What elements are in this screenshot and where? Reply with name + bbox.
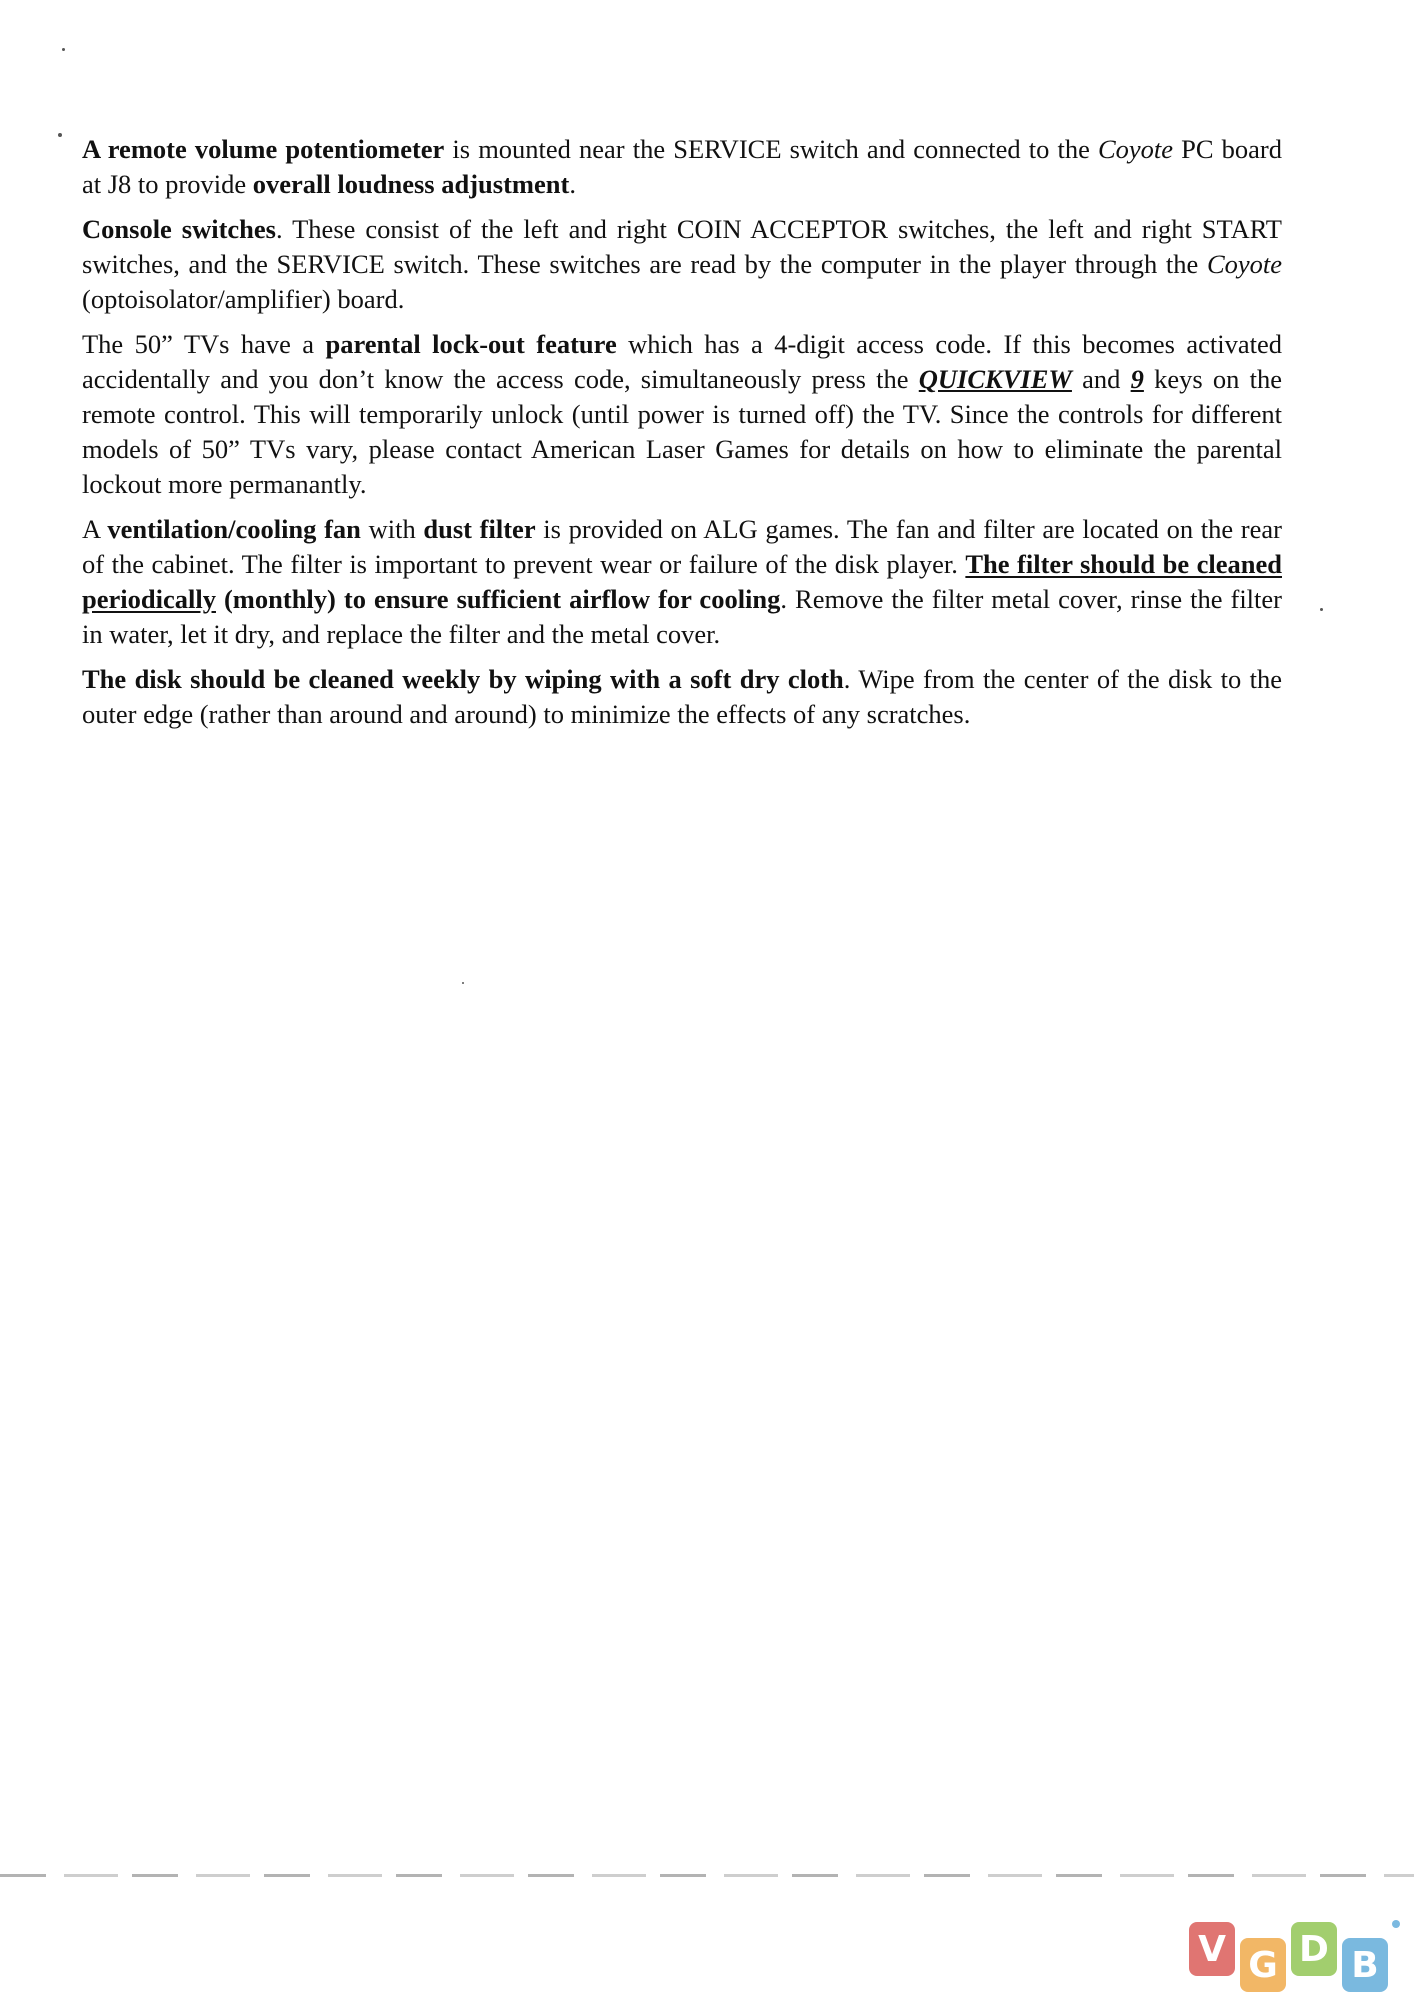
paragraph-disk-cleaning: The disk should be cleaned weekly by wiping with a soft dry cloth. Wipe from the center of the disk to the outer edge (rather than around and around) to minimize the effects of any scratches. (82, 664, 1282, 729)
bold-term: A remote volume potentiometer (82, 134, 445, 164)
nine-key-label: 9 (1130, 364, 1144, 394)
paragraph-console-switches: Console switches. These consist of the left and right COIN ACCEPTOR switches, the left and right START switches, and the SERVICE switch. These switches are read by the computer in the player through the Coyote (optoisolator/amplifier) board. (82, 214, 1282, 314)
bold-term: dust filter (423, 514, 536, 544)
logo-tile-b: B (1342, 1938, 1388, 1992)
document-body (82, 132, 1282, 742)
italic-term: Coyote (1206, 249, 1282, 279)
paragraph-parental-lockout: The 50” TVs have a parental lock-out feature which has a 4-digit access code. If this becomes activated accidentally and you don’t know the access code, simultaneously press the QUICKVIEW and 9 keys on the remote control. This will temporarily unlock (until power is turned off) the TV. Since the controls for different models of 50” TVs vary, please contact American Laser Games for details on how to eliminate the parental lockout more permanantly. (82, 329, 1282, 499)
bold-term: The disk should be cleaned weekly by wiping with a soft dry cloth (82, 664, 844, 694)
bold-term: Console switches (82, 214, 276, 244)
underlined-instruction: The filter should be cleaned periodically (82, 549, 1282, 614)
bold-term: overall loudness adjustment (252, 169, 570, 199)
paragraph-volume-potentiometer: A remote volume potentiometer is mounted near the SERVICE switch and connected to the Coyote PC board at J8 to provide overall loudness adjustment. (82, 134, 1282, 199)
logo-dot (1392, 1920, 1400, 1928)
italic-term: Coyote (1097, 134, 1174, 164)
paragraph-cooling-fan: A ventilation/cooling fan with dust filter is provided on ALG games. The fan and filter are located on the rear of the cabinet. The filter is important to prevent wear or failure of the disk player. The filter should be cleaned periodically (monthly) to ensure sufficient airflow for cooling. Remove the filter metal cover, rinse the filter in water, let it dry, and replace the filter and the metal cover. (82, 514, 1282, 649)
quickview-key-label: QUICKVIEW (918, 364, 1072, 394)
bold-term: (monthly) to ensure sufficient airflow for cooling (223, 584, 781, 614)
scan-speck (62, 48, 65, 51)
logo-tile-g: G (1240, 1938, 1286, 1992)
scan-speck (462, 982, 464, 984)
logo-tile-v: V (1189, 1922, 1235, 1976)
bold-term: parental lock-out feature (325, 329, 617, 359)
logo-tile-d: D (1291, 1922, 1337, 1976)
bold-term: ventilation/cooling fan (107, 514, 361, 544)
scan-artifact-line (0, 1874, 1414, 1877)
scan-speck (1320, 608, 1323, 611)
scan-speck (58, 133, 62, 137)
vgdb-watermark-logo (1184, 1908, 1400, 1992)
